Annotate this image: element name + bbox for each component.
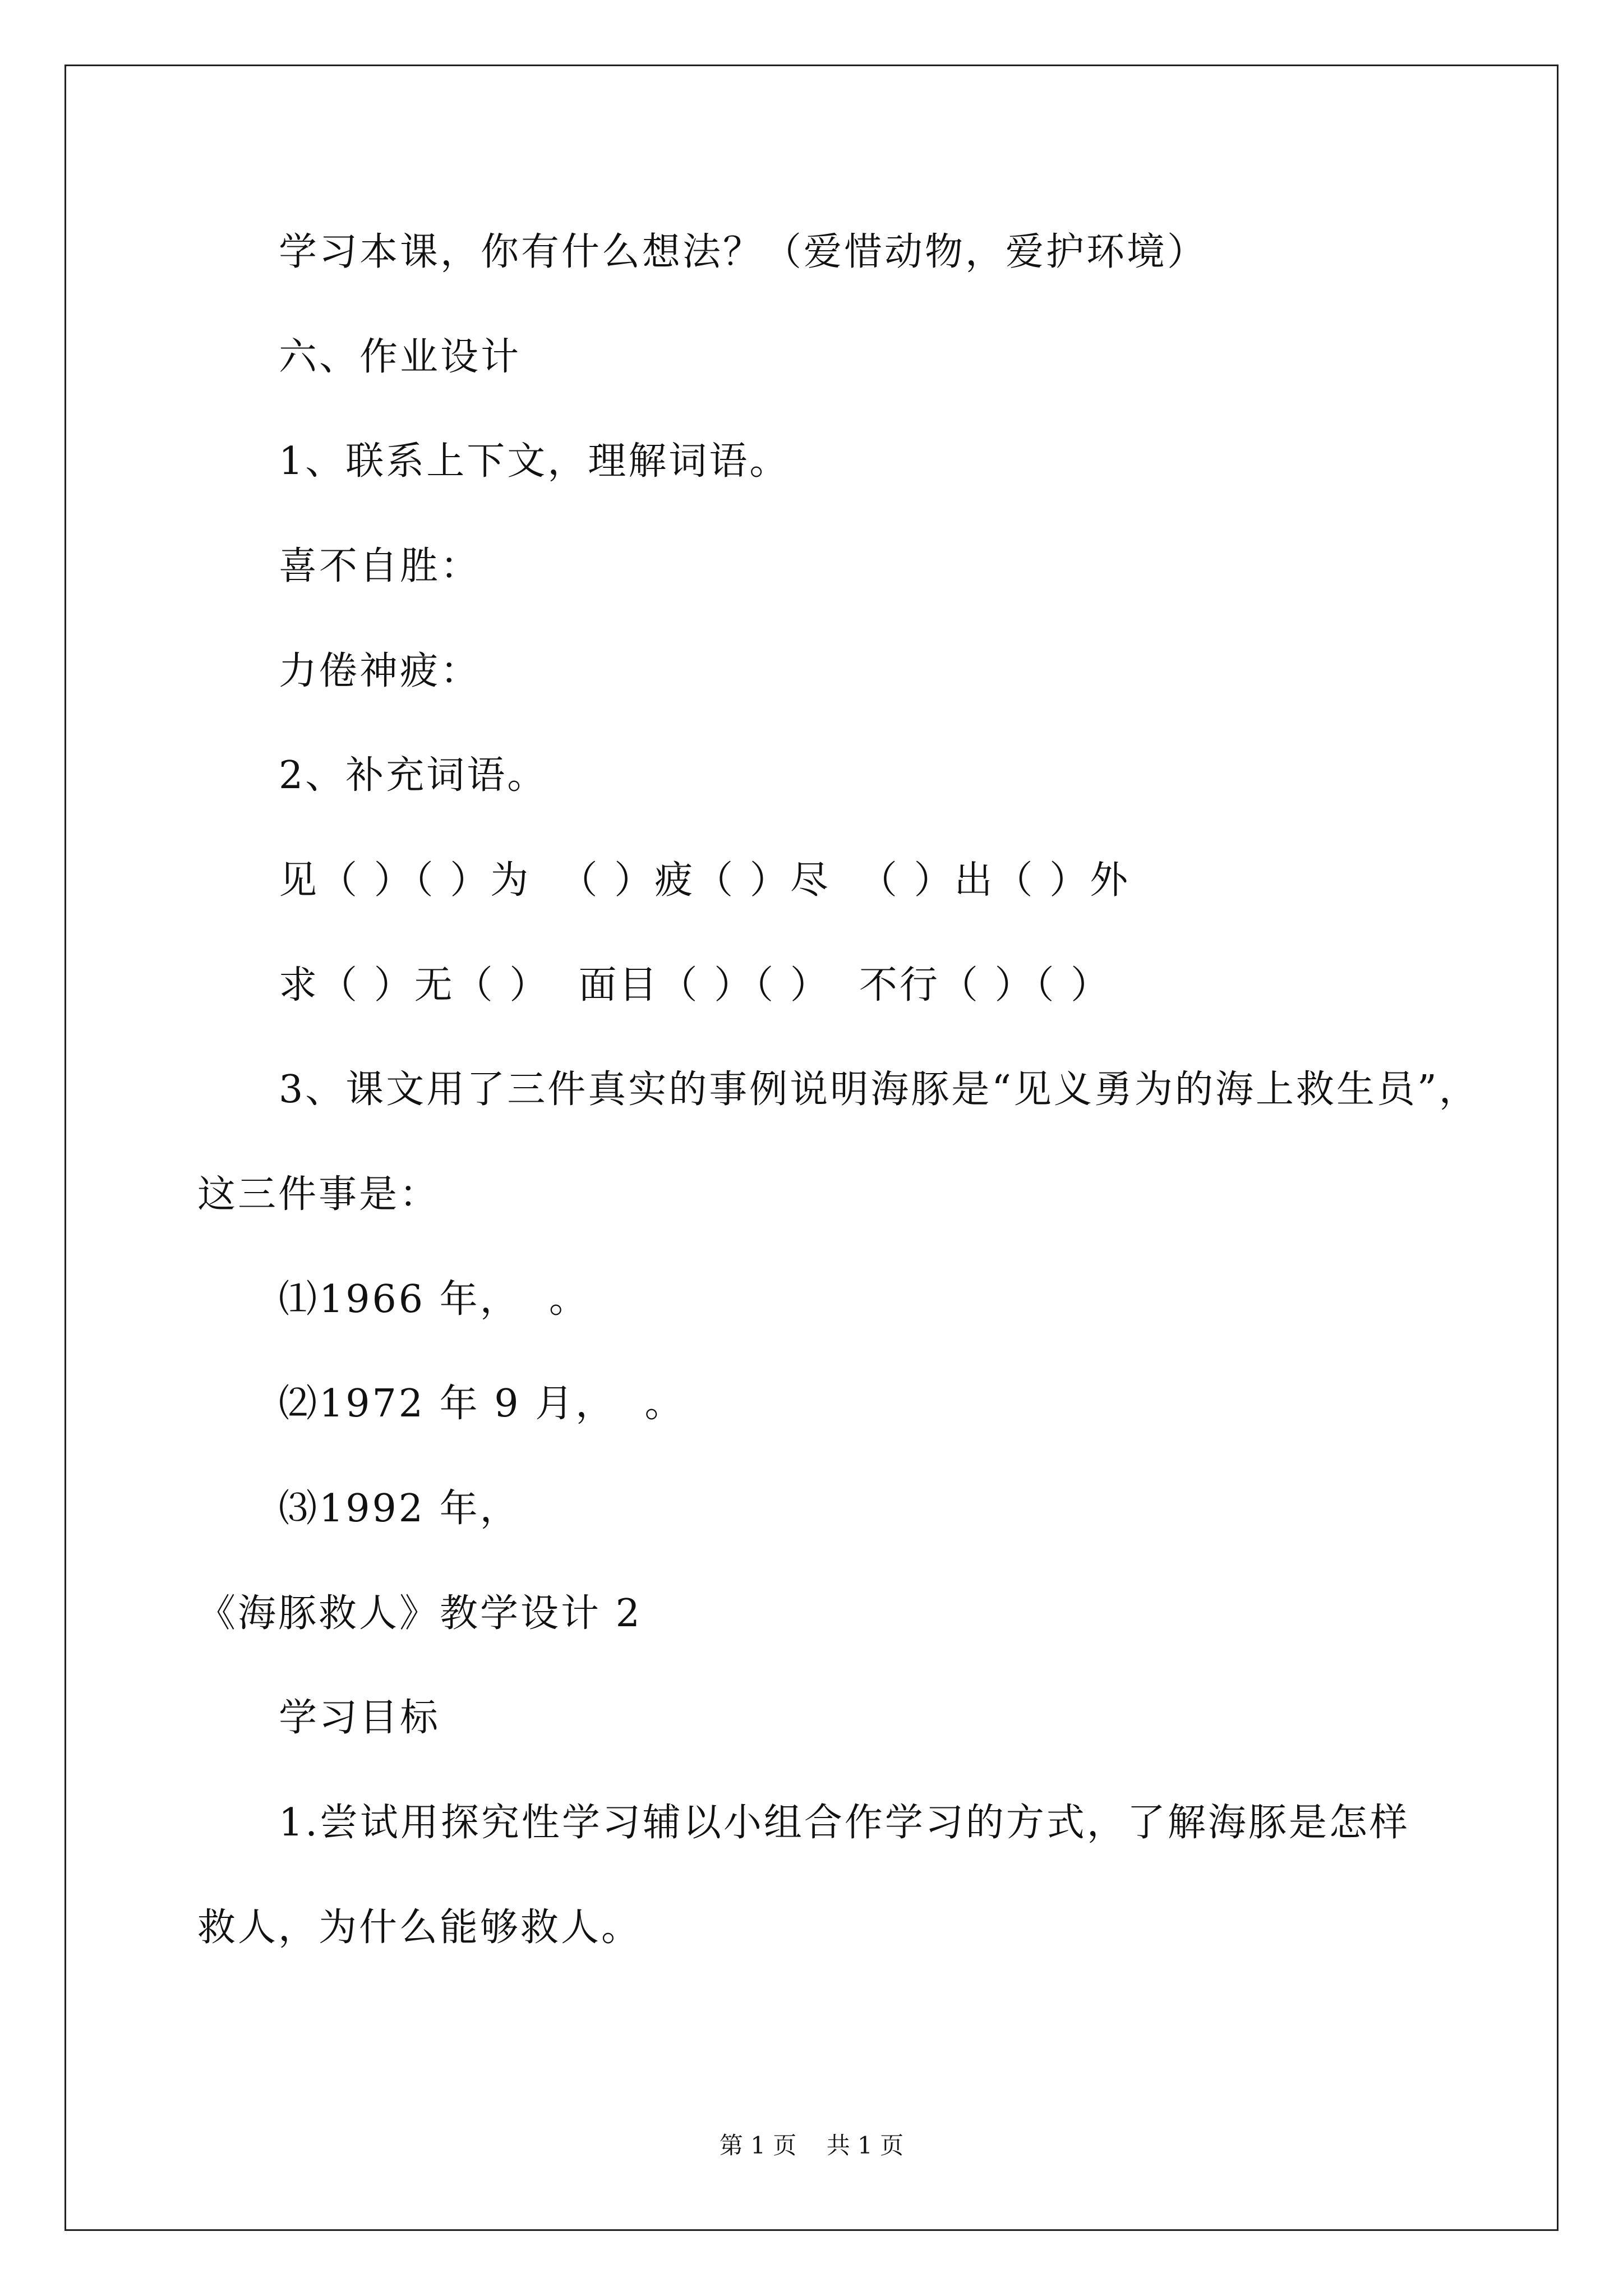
text-line-fill-blanks-1: 见（ ）（ ）为 （ ）疲（ ）尽 （ ）出（ ）外: [279, 858, 1131, 903]
text-line-task-1: 1、联系上下文，理解词语。: [279, 439, 790, 484]
document-subtitle: 《海豚救人》教学设计 2: [197, 1591, 642, 1636]
text-line-event-1: ⑴1966 年， 。: [279, 1277, 589, 1322]
text-line-objective-1-cont: 救人，为什么能够救人。: [197, 1906, 642, 1950]
text-line-term-1: 喜不自胜：: [279, 544, 481, 588]
text-line-task-3-cont: 这三件事是：: [197, 1172, 440, 1217]
text-line-reflection: 学习本课，你有什么想法？（爱惜动物，爱护环境）: [279, 230, 1208, 274]
text-line-event-3: ⑶1992 年，: [279, 1487, 520, 1531]
text-line-task-2: 2、补充词语。: [279, 753, 548, 798]
text-line-event-2: ⑵1972 年 9 月， 。: [279, 1382, 685, 1426]
text-line-fill-blanks-2: 求（ ）无（ ） 面目（ ）（ ） 不行（ ）（ ）: [279, 963, 1112, 1007]
text-line-term-2: 力倦神疲：: [279, 649, 481, 693]
page-footer: 第 1 页 共 1 页: [719, 2132, 904, 2159]
text-line-objective-1: 1.尝试用探究性学习辅以小组合作学习的方式，了解海豚是怎样: [279, 1801, 1410, 1845]
text-line-task-3: 3、课文用了三件真实的事例说明海豚是“见义勇为的海上救生员”，: [279, 1068, 1479, 1112]
section-heading-objectives: 学习目标: [279, 1696, 441, 1740]
section-heading-homework: 六、作业设计: [279, 335, 522, 379]
